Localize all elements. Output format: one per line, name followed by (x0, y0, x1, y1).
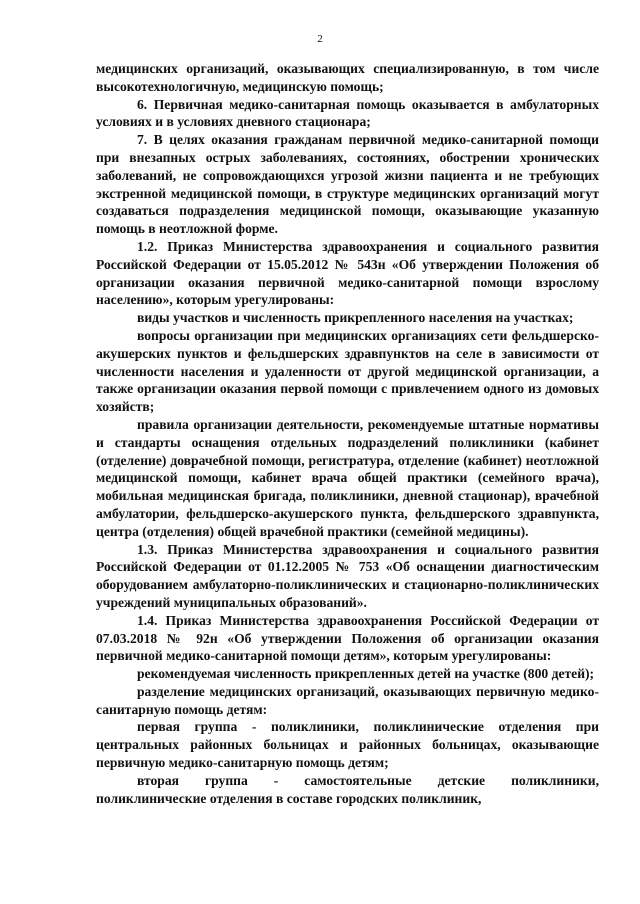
paragraph-item-6: 6. Первичная медико-санитарная помощь оказывается в амбулаторных условиях и в условиях дневного стационара; (96, 96, 599, 130)
paragraph-group-one: первая группа - поликлиники, поликлинические отделения при центральных районных больницах и районных больницах, оказывающие первичную медико-санитарную помощь детям; (96, 719, 599, 771)
paragraph-organization-rules: правила организации деятельности, рекомендуемые штатные нормативы и стандарты оснащения отдельных подразделений поликлиники (кабинет (отделение) доврачебной помощи, регистратура, отделение (кабинет) неотложной медицинской помощи, кабинет врача общей практики (семейного врача), мобильная медицинская бригада, поликлиники, дневной стационар), врачебной амбулатории, фельдшерско-акушерского пункта, фельдшерского здравпункта, центра (отделения) общей врачебной практики (семейной медицины). (96, 416, 599, 539)
paragraph-feldsher-network: вопросы организации при медицинских организациях сети фельдшерско-акушерских пунктов и фельдшерских здравпунктов на селе в зависимости от численности населения и удаленности от другой медицинской организации, а также организации оказания первой помощи с привлечением одного из домовых хозяйств; (96, 327, 599, 415)
paragraph-sites-population: виды участков и численность прикрепленного населения на участках; (137, 310, 574, 326)
paragraph-section-1-3: 1.3. Приказ Министерства здравоохранения и социального развития Российской Федерации от 01.12.2005 № 753 «Об оснащении диагностическим оборудованием амбулаторно-поликлинических и стационарно-поликлинических учреждений муниципальных образований». (96, 541, 599, 610)
paragraph-children-per-site: рекомендуемая численность прикрепленных детей на участке (800 детей); (137, 666, 595, 682)
paragraph-group-two: вторая группа - самостоятельные детские поликлиники, поликлинические отделения в составе городских поликлиник, (96, 772, 599, 806)
paragraph-item-7: 7. В целях оказания гражданам первичной медико-санитарной помощи при внезапных острых заболеваниях, состояниях, обострении хронических заболеваний, не сопровождающихся угрозой жизни пациента и не требующих экстренной медицинской помощи, в структуре медицинских организаций могут создаваться подразделения медицинской помощи, оказывающие указанную помощь в неотложной форме. (96, 132, 599, 237)
paragraph-section-1-2: 1.2. Приказ Министерства здравоохранения и социального развития Российской Федерации от 15.05.2012 № 543н «Об утверждении Положения об организации оказания первичной медико-санитарной помощи взрослому населению», которым урегулированы: (96, 238, 599, 308)
paragraph-organization-groups: разделение медицинских организаций, оказывающих первичную медико-санитарную помощь детям: (96, 683, 599, 717)
paragraph-section-1-4: 1.4. Приказ Министерства здравоохранения Российской Федерации от 07.03.2018 № 92н «Об утверждении Положения об организации оказания первичной медико-санитарной помощи детям», которым урегулированы: (96, 612, 599, 664)
document-body (96, 60, 599, 807)
paragraph-continuation: медицинских организаций, оказывающих специализированную, в том числе высокотехнологичную, медицинскую помощь; (96, 61, 599, 94)
page-number: 2 (317, 33, 323, 45)
